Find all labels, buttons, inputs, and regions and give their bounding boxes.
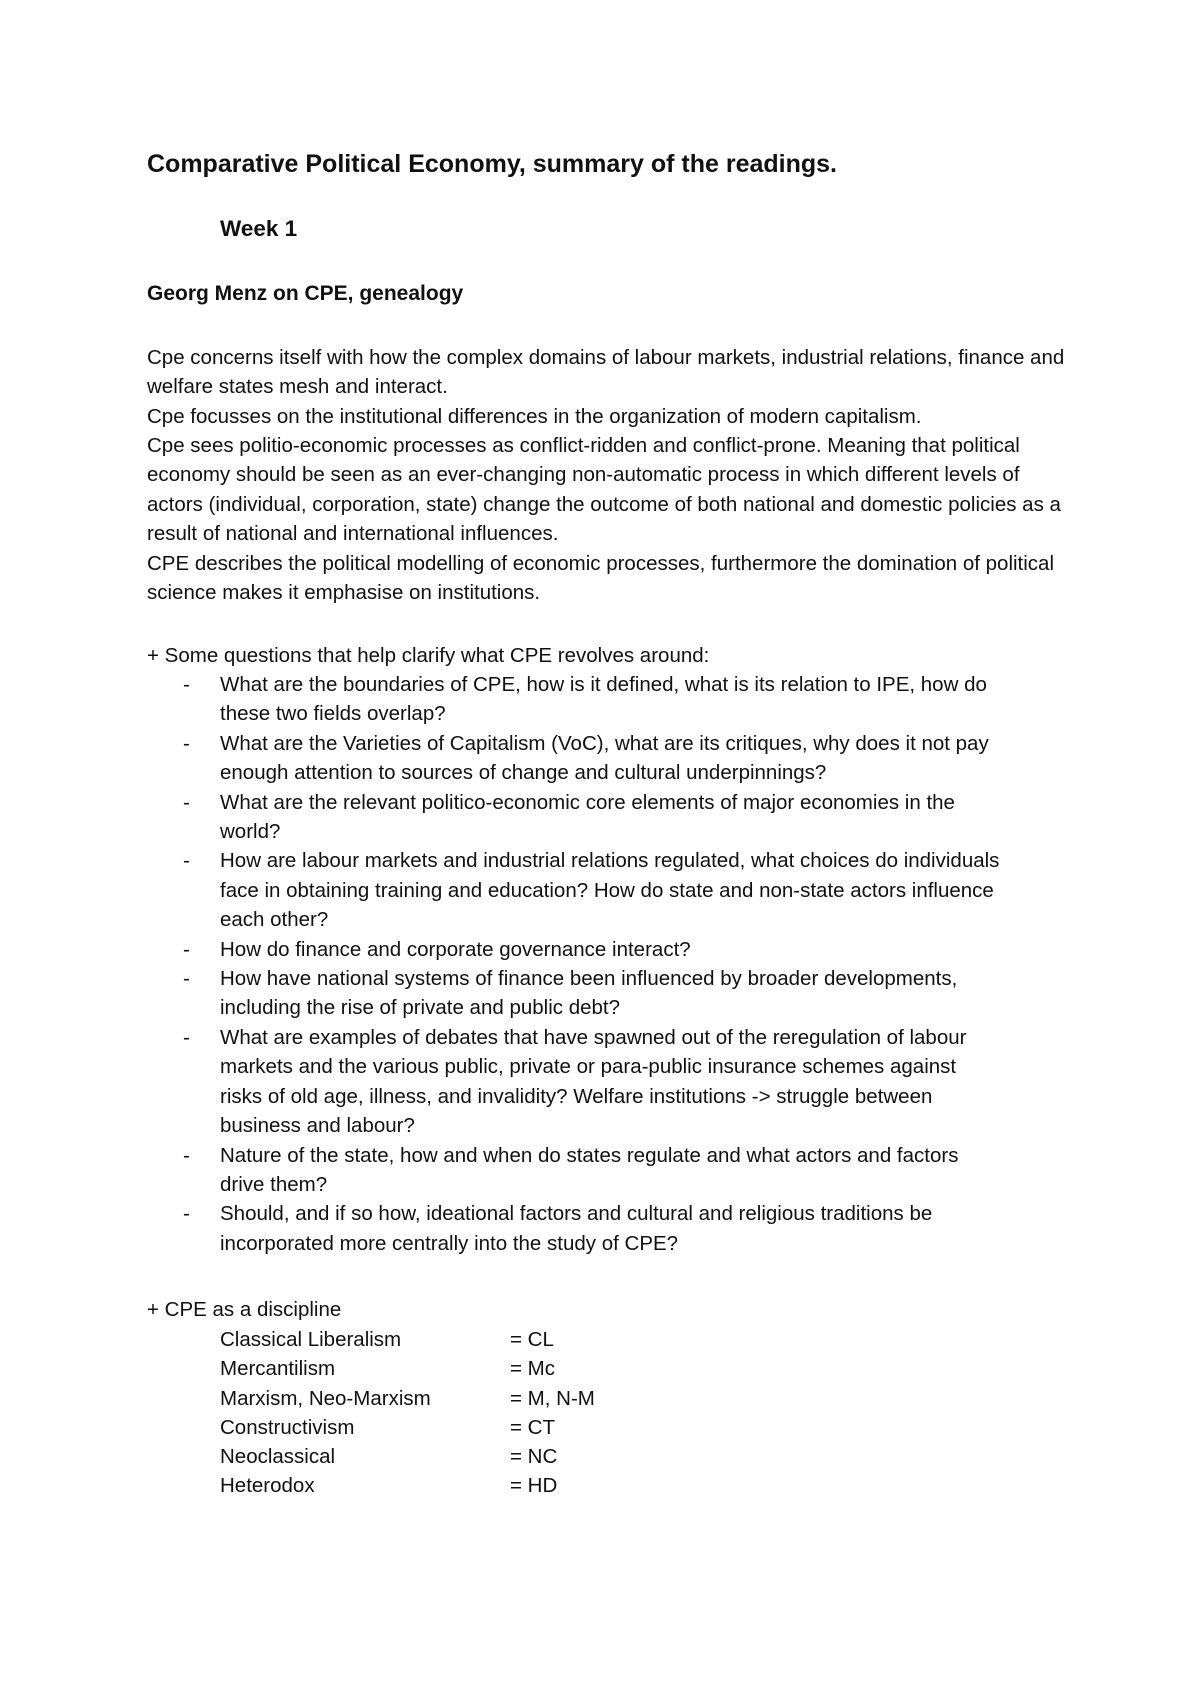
discipline-abbr: = Mc: [510, 1357, 555, 1381]
questions-list: [147, 670, 1077, 1258]
question-text: How have national systems of finance been influenced by broader developments, including the rise of private and public debt?: [220, 967, 958, 1020]
bullet-dash: -: [183, 1143, 190, 1167]
document-title: Comparative Political Economy, summary of the readings.: [147, 150, 838, 178]
table-row: [220, 1325, 595, 1354]
discipline-name: Constructivism: [220, 1415, 355, 1439]
list-item: [147, 788, 1000, 847]
discipline-abbr: = CL: [510, 1328, 554, 1351]
list-item: [147, 1199, 1000, 1258]
question-text: Should, and if so how, ideational factors and cultural and religious traditions be incorporated more centrally into the study of CPE?: [220, 1202, 933, 1255]
discipline-name: Marxism, Neo-Marxism: [220, 1386, 431, 1410]
question-text: How are labour markets and industrial relations regulated, what choices do individuals face in obtaining training and education? How do state and non-state actors influence each other?: [220, 849, 1000, 932]
table-row: [220, 1413, 595, 1442]
paragraph: Cpe sees politio-economic processes as conflict-ridden and conflict-prone. Meaning that political economy should be seen as an ever-changing non-automatic process in which different levels of actors (individual, corporation, state) change the outcome of both national and domestic policies as a result of national and international influences.: [147, 434, 1061, 546]
questions-intro: + Some questions that help clarify what CPE revolves around:: [147, 644, 710, 667]
list-item: [147, 846, 1000, 934]
bullet-dash: -: [183, 731, 190, 755]
table-row: [220, 1384, 595, 1413]
paragraph: Cpe focusses on the institutional differences in the organization of modern capitalism.: [147, 405, 922, 428]
bullet-dash: -: [183, 673, 190, 696]
discipline-heading: + CPE as a discipline: [147, 1298, 342, 1321]
table-row: [220, 1471, 595, 1500]
bullet-dash: -: [183, 790, 190, 814]
list-item: [147, 935, 1000, 964]
bullet-dash: -: [183, 1025, 190, 1049]
list-item: [147, 729, 1000, 788]
table-row: [220, 1354, 595, 1383]
question-text: What are the relevant politico-economic core elements of major economies in the world?: [220, 790, 955, 844]
week-heading: Week 1: [220, 216, 298, 241]
question-text: How do finance and corporate governance interact?: [220, 937, 691, 961]
discipline-abbr: = M, N-M: [510, 1386, 595, 1410]
bullet-dash: -: [183, 1202, 190, 1226]
discipline-abbr: = CT: [510, 1415, 555, 1439]
table-row: [220, 1442, 595, 1471]
paragraph: CPE describes the political modelling of economic processes, furthermore the domination of political science makes it emphasise on institutions.: [147, 552, 1055, 605]
discipline-name: Mercantilism: [220, 1357, 336, 1381]
section-heading: Georg Menz on CPE, genealogy: [147, 282, 464, 305]
list-item: [147, 1023, 1000, 1141]
bullet-dash: -: [183, 967, 190, 991]
bullet-dash: -: [183, 849, 190, 873]
discipline-name: Heterodox: [220, 1474, 315, 1498]
discipline-table: [220, 1325, 595, 1501]
bullet-dash: -: [183, 937, 190, 961]
question-text: What are the Varieties of Capitalism (VoC), what are its critiques, why does it not pay enough attention to sources of change and cultural underpinnings?: [220, 731, 989, 785]
list-item: [147, 964, 1000, 1023]
question-text: Nature of the state, how and when do states regulate and what actors and factors drive them?: [220, 1143, 959, 1196]
paragraph: Cpe concerns itself with how the complex domains of labour markets, industrial relations, finance and welfare states mesh and interact.: [147, 346, 1065, 399]
discipline-abbr: = NC: [510, 1445, 558, 1469]
list-item: [147, 1141, 1000, 1200]
discipline-name: Neoclassical: [220, 1445, 336, 1469]
question-text: What are examples of debates that have spawned out of the reregulation of labour markets and the various public, private or para-public insurance schemes against risks of old age, illness, and invalidity? Welfare institutions -> struggle between business and labour?: [220, 1025, 967, 1138]
discipline-abbr: = HD: [510, 1474, 558, 1498]
question-text: What are the boundaries of CPE, how is it defined, what is its relation to IPE, how do these two fields overlap?: [220, 673, 987, 726]
discipline-name: Classical Liberalism: [220, 1328, 402, 1351]
list-item: [147, 670, 1000, 729]
